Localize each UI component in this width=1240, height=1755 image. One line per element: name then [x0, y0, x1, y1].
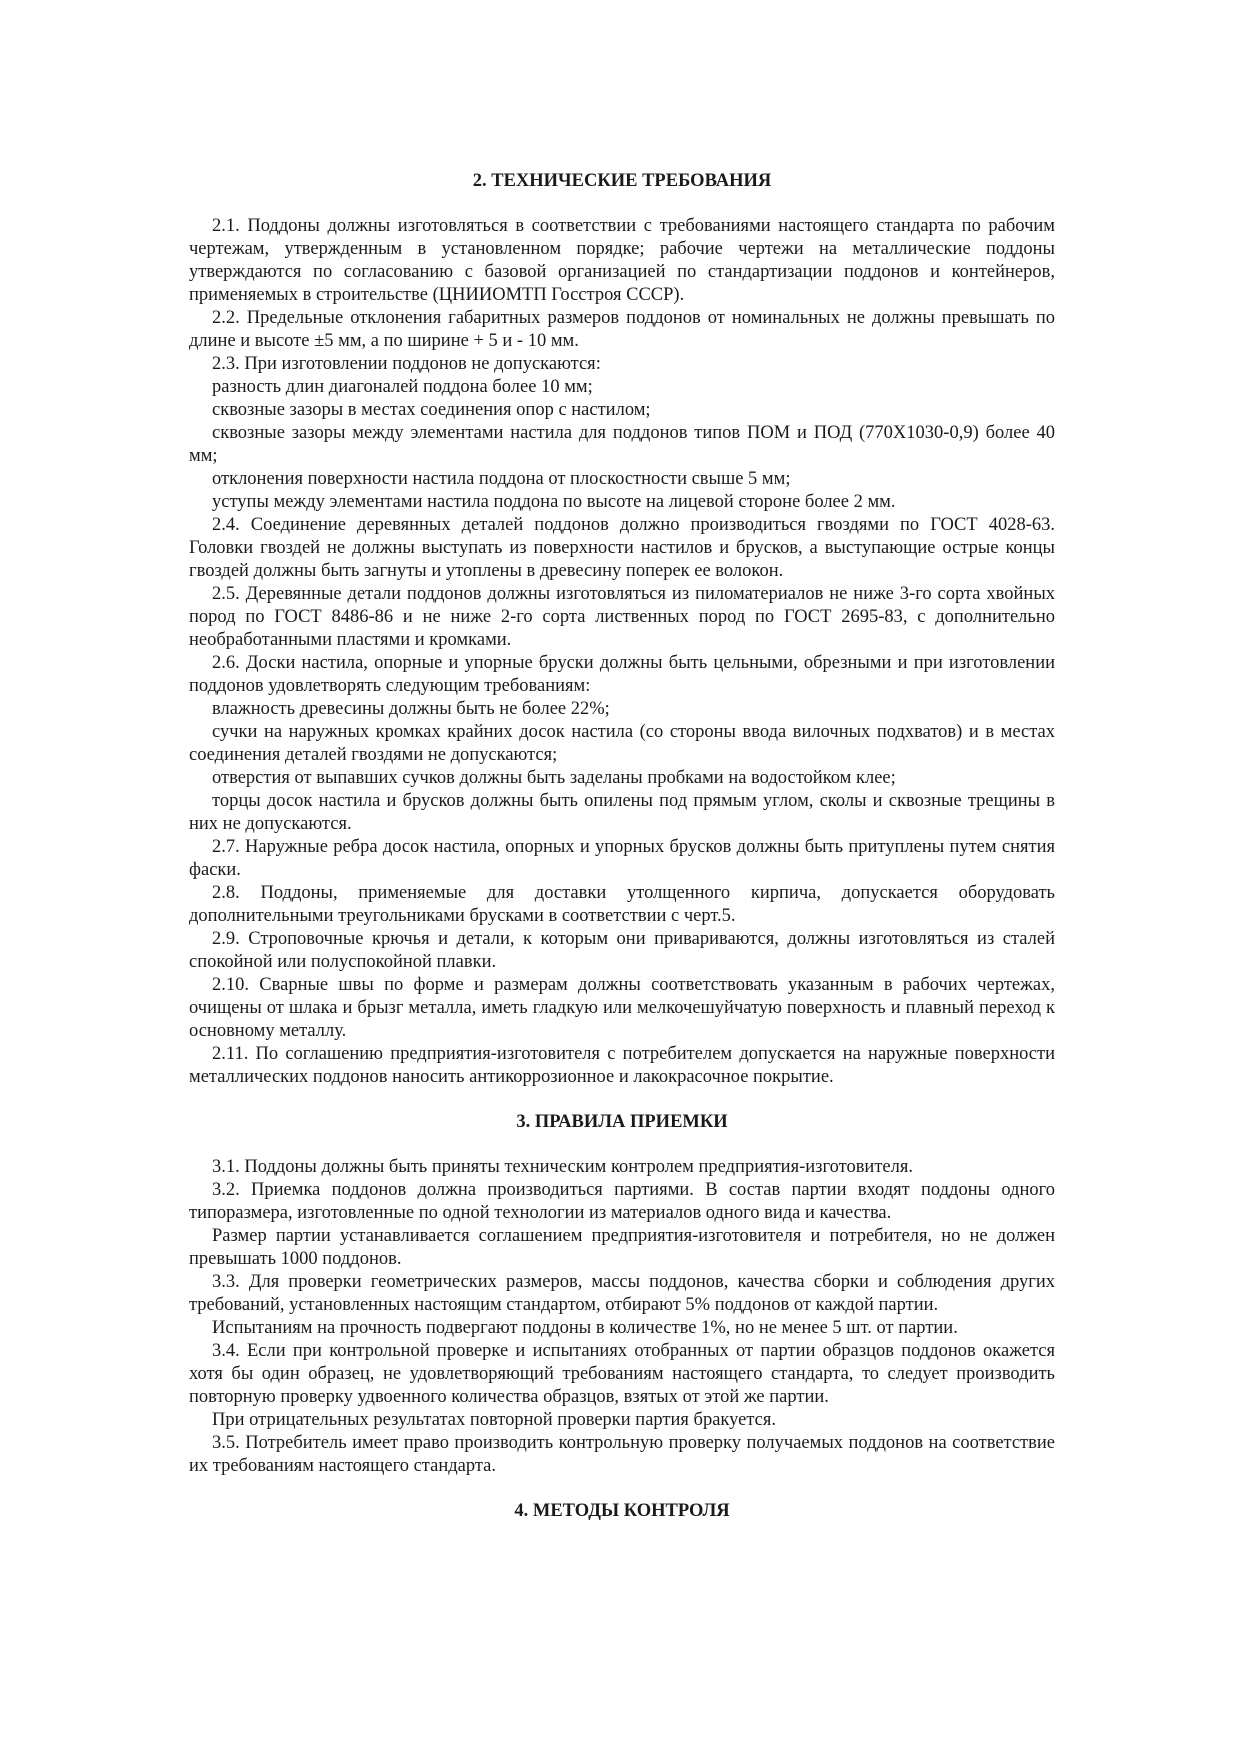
- paragraph: 2.5. Деревянные детали поддонов должны изготовляться из пиломатериалов не ниже 3-го сорта хвойных пород по ГОСТ 8486-86 и не ниже 2-го сорта лиственных пород по ГОСТ 2695-83, с дополнительно необработанными пластями и кромками.: [189, 584, 1055, 650]
- section-acceptance-rules: [189, 1156, 1055, 1478]
- paragraph: сквозные зазоры между элементами настила для поддонов типов ПОМ и ПОД (770Х1030-0,9) более 40 мм;: [189, 423, 1055, 466]
- paragraph: 2.11. По соглашению предприятия-изготовителя с потребителем допускается на наружные поверхности металлических поддонов наносить антикоррозионное и лакокрасочное покрытие.: [189, 1044, 1055, 1087]
- section-heading-control-methods: 4. МЕТОДЫ КОНТРОЛЯ: [514, 1501, 730, 1521]
- paragraph: 3.2. Приемка поддонов должна производиться партиями. В состав партии входят поддоны одного типоразмера, изготовленные по одной технологии из материалов одного вида и качества.: [189, 1180, 1055, 1223]
- section-heading-technical-requirements: 2. ТЕХНИЧЕСКИЕ ТРЕБОВАНИЯ: [472, 171, 772, 191]
- section-heading-acceptance-rules: 3. ПРАВИЛА ПРИЕМКИ: [516, 1112, 728, 1132]
- paragraph: отклонения поверхности настила поддона от плоскостности свыше 5 мм;: [212, 469, 791, 489]
- paragraph: разность длин диагоналей поддона более 10 мм;: [212, 377, 593, 397]
- paragraph: Испытаниям на прочность подвергают поддоны в количестве 1%, но не менее 5 шт. от партии.: [212, 1318, 958, 1338]
- paragraph: 2.6. Доски настила, опорные и упорные бруски должны быть цельными, обрезными и при изготовлении поддонов удовлетворять следующим требованиям:: [189, 653, 1055, 696]
- paragraph: сквозные зазоры в местах соединения опор с настилом;: [212, 400, 651, 420]
- paragraph: 2.2. Предельные отклонения габаритных размеров поддонов от номинальных не должны превышать по длине и высоте ±5 мм, а по ширине + 5 и - 10 мм.: [189, 308, 1055, 351]
- paragraph: сучки на наружных кромках крайних досок настила (со стороны ввода вилочных подхватов) и в местах соединения деталей гвоздями не допускаются;: [189, 722, 1055, 765]
- paragraph: 2.9. Строповочные крючья и детали, к которым они привариваются, должны изготовляться из сталей спокойной или полуспокойной плавки.: [189, 929, 1055, 972]
- paragraph: уступы между элементами настила поддона по высоте на лицевой стороне более 2 мм.: [212, 492, 896, 512]
- paragraph: влажность древесины должны быть не более 22%;: [212, 699, 610, 719]
- document-page: [189, 0, 1055, 1523]
- paragraph: 2.8. Поддоны, применяемые для доставки утолщенного кирпича, допускается оборудовать дополнительными треугольниками брусками в соответствии с черт.5.: [189, 883, 1055, 926]
- paragraph: 2.4. Соединение деревянных деталей поддонов должно производиться гвоздями по ГОСТ 4028-63. Головки гвоздей не должны выступать из поверхности настилов и брусков, а выступающие острые концы гвоздей должны быть загнуты и утоплены в древесину поперек ее волокон.: [189, 515, 1055, 581]
- paragraph: Размер партии устанавливается соглашением предприятия-изготовителя и потребителя, но не должен превышать 1000 поддонов.: [189, 1226, 1055, 1269]
- section-technical-requirements: [189, 215, 1055, 1089]
- paragraph: При отрицательных результатах повторной проверки партия бракуется.: [212, 1410, 777, 1430]
- paragraph: 2.3. При изготовлении поддонов не допускаются:: [212, 354, 601, 374]
- paragraph: 2.10. Сварные швы по форме и размерам должны соответствовать указанным в рабочих чертежах, очищены от шлака и брызг металла, иметь гладкую или мелкочешуйчатую поверхность и плавный переход к основному металлу.: [189, 975, 1055, 1041]
- paragraph: 3.4. Если при контрольной проверке и испытаниях отобранных от партии образцов поддонов окажется хотя бы один образец, не удовлетворяющий требованиям настоящего стандарта, то следует производить повторную проверку удвоенного количества образцов, взятых от этой же партии.: [189, 1341, 1055, 1407]
- paragraph: 3.5. Потребитель имеет право производить контрольную проверку получаемых поддонов на соответствие их требованиям настоящего стандарта.: [189, 1433, 1055, 1476]
- paragraph: отверстия от выпавших сучков должны быть заделаны пробками на водостойком клее;: [212, 768, 896, 788]
- paragraph: 2.7. Наружные ребра досок настила, опорных и упорных брусков должны быть притуплены путем снятия фаски.: [189, 837, 1055, 880]
- paragraph: 3.3. Для проверки геометрических размеров, массы поддонов, качества сборки и соблюдения других требований, установленных настоящим стандартом, отбирают 5% поддонов от каждой партии.: [189, 1272, 1055, 1315]
- paragraph: 2.1. Поддоны должны изготовляться в соответствии с требованиями настоящего стандарта по рабочим чертежам, утвержденным в установленном порядке; рабочие чертежи на металлические поддоны утверждаются по согласованию с базовой организацией по стандартизации поддонов и контейнеров, применяемых в строительстве (ЦНИИОМТП Госстроя СССР).: [189, 216, 1055, 305]
- paragraph: 3.1. Поддоны должны быть приняты техническим контролем предприятия-изготовителя.: [212, 1157, 913, 1177]
- paragraph: торцы досок настила и брусков должны быть опилены под прямым углом, сколы и сквозные трещины в них не допускаются.: [189, 791, 1055, 834]
